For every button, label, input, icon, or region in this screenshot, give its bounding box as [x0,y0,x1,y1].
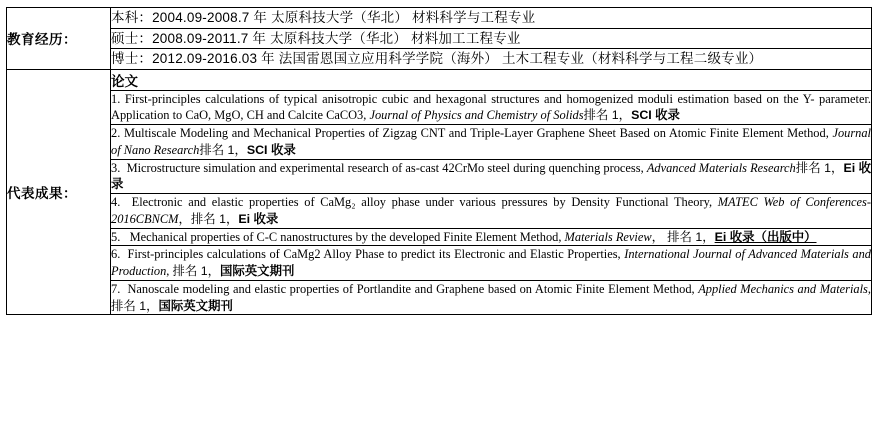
education-entry-bachelor: 本科：2004.09-2008.7 年 太原科技大学（华北） 材料科学与工程专业 [111,8,871,28]
publication-item [111,159,871,193]
publication-journal: Materials Review [564,229,652,244]
publication-row [111,246,871,280]
education-entry-row [111,49,871,69]
table-row-results [7,69,872,315]
publication-title: First-principles calculations of CaMg2 Alloy Phase to predict its Electronic and Elastic Properties, [127,247,621,262]
publication-row [111,280,871,314]
row-label-results: 代表成果： [7,69,111,315]
publication-title: Multiscale Modeling and Mechanical Properties of Zigzag CNT and Triple-Layer Graphene Sheet Based on Atomic Finite Element Method, [123,126,829,141]
publication-item: 6. First-principles calculations of CaMg2 Alloy Phase to predict its Electronic and Elastic Properties, International Journal of Advanced Materials and Production, 排名 1，国际英文期刊 [111,246,871,280]
publication-item [111,125,871,159]
publication-index: Ei 收录 [238,211,279,226]
education-entry-doctor: 博士：2012.09-2016.03 年 法国雷恩国立应用科学学院（海外） 土木工程专业（材料科学与工程二级专业） [111,51,763,67]
publication-index: Ei 收录 [111,160,872,192]
publication-journal: Advanced Materials Research [646,160,796,175]
publication-rank: 排名 1， [795,160,844,175]
publication-number: 4. [111,195,121,210]
education-inner-table [111,8,871,69]
publication-number: 3. [111,160,121,175]
publication-title: First-principles calculations of typical anisotropic cubic and hexagonal structures and homogenized moduli estimation based on the Y- parameter. Application to CaO, MgO, CH and Calcite CaCO3, [111,91,871,123]
publication-item: 4. Electronic and elastic properties of CaMg₂ alloy phase under various pressures by Density Functional Theory, MATEC Web of Conferences-2016CBNCM，排名 1，Ei 收录 [111,194,871,228]
education-entry-row [111,28,871,49]
publication-rank: 排名 1， [199,142,247,157]
publication-journal: Applied Mechanics and Materials [698,281,868,296]
publication-row [111,194,871,228]
publication-title: Mechanical properties of C-C nanostructures by the developed Finite Element Method, [129,229,562,244]
publication-row [111,125,871,159]
publication-index: SCI 收录 [631,108,680,123]
publication-number: 2. [111,126,121,141]
publication-title: Nanoscale modeling and elastic properties of Portlandite and Graphene based on Atomic Finite Element Method, [127,281,695,296]
table-row-education [7,8,872,70]
publication-number: 1. [111,91,121,106]
publication-item: 7. Nanoscale modeling and elastic properties of Portlandite and Graphene based on Atomic Finite Element Method, Applied Mechanics and Materials,排名 1，国际英文期刊 [111,281,871,313]
publication-index: 国际英文期刊 [158,298,233,313]
publication-number: 6. [111,247,121,262]
publication-number: 5. [111,229,121,244]
publications-section-title-row [111,70,871,91]
publication-rank: 排名 1， [583,108,632,123]
publication-row [111,228,871,246]
publication-item: 5. Mechanical properties of C-C nanostructures by the developed Finite Element Method, Materials Review， 排名 1，Ei 收录（出版中） [111,228,871,246]
publication-number: 7. [111,281,121,296]
publication-index: SCI 收录 [246,142,296,157]
publication-journal: Journal of Nano Research [111,126,871,157]
publication-row [111,90,871,124]
publication-rank: 排名 1， [172,264,221,279]
publication-index: Ei 收录（出版中） [714,229,817,244]
education-entries-cell [111,8,872,70]
publication-rank: 排名 1， [190,211,239,226]
publication-row [111,159,871,193]
publication-title: Electronic and elastic properties of CaMg₂ alloy phase under various pressures by Density Functional Theory, [131,195,713,210]
publication-rank: 排名 1， [111,298,159,313]
publication-item [111,90,871,124]
publication-title: Microstructure simulation and experimental research of as-cast 42CrMo steel during quenching process, [126,160,644,175]
publication-journal: MATEC Web of Conferences-2016CBNCM [111,195,871,226]
row-label-education: 教育经历： [7,8,111,70]
publication-journal: International Journal of Advanced Materials and Production [111,247,872,279]
publications-inner-table [111,70,871,315]
publications-section-title: 论文 [111,70,871,91]
publication-journal: Journal of Physics and Chemistry of Solids [369,108,584,123]
publication-rank: 排名 1， [667,229,715,244]
education-entry-master: 硕士：2008.09-2011.7 年 太原科技大学（华北） 材料加工工程专业 [111,28,871,49]
cv-table [6,7,872,315]
education-entry-row [111,8,871,28]
publication-index: 国际英文期刊 [220,264,295,279]
publications-cell [111,69,872,315]
